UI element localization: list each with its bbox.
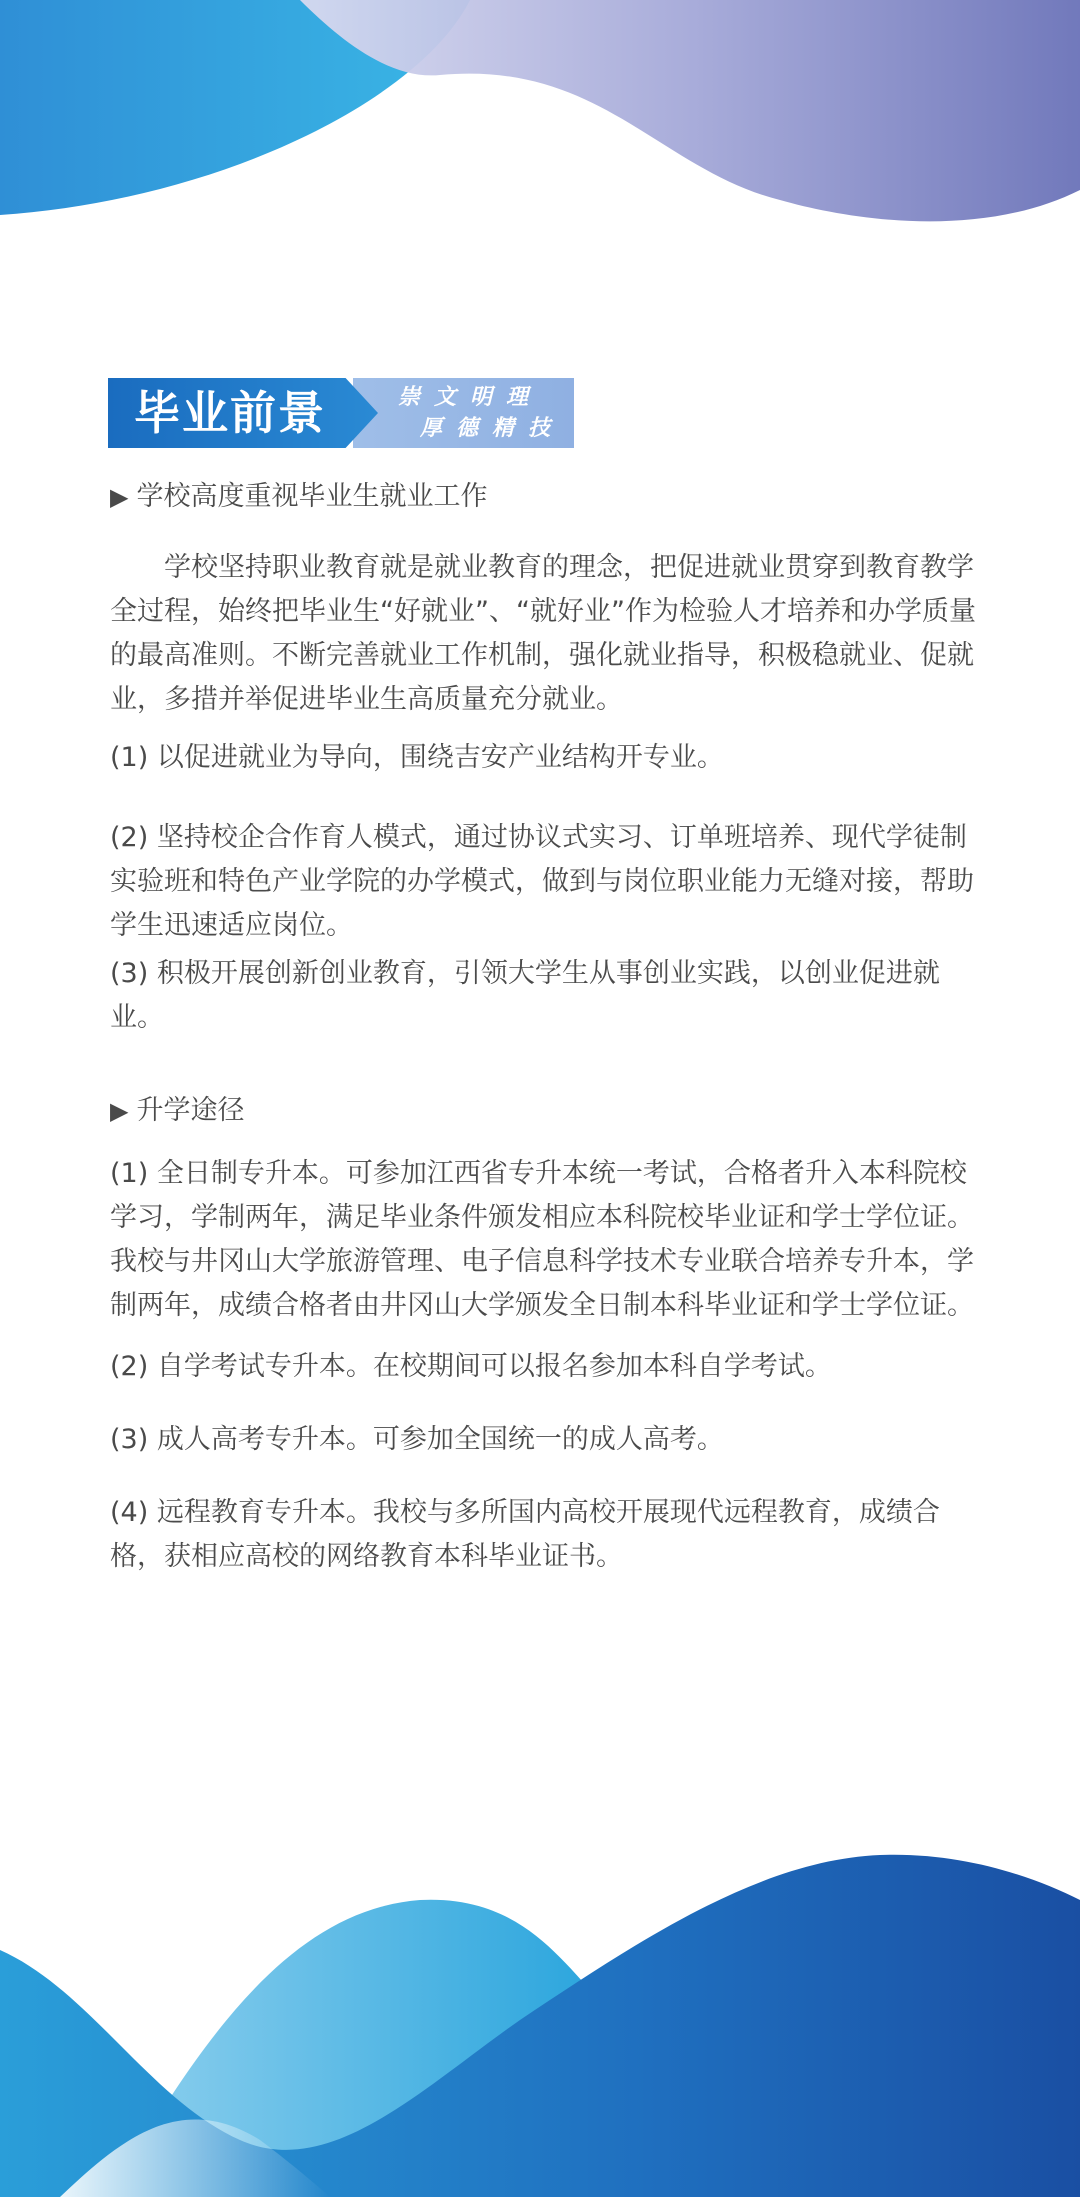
employment-heading — [110, 477, 976, 517]
further-study-heading-text: 升学途径 — [136, 1095, 245, 1126]
employment-item-3 — [110, 952, 976, 1040]
employment-section — [110, 477, 976, 517]
list-item: (1) 全日制专升本。可参加江西省专升本统一考试，合格者升入本科院校学习，学制两年，满足毕业条件颁发相应本科院校毕业证和学士学位证。我校与井冈山大学旅游管理、电子信息科学技术专业联合培养专升本，学制两年，成绩合格者由井冈山大学颁发全日制本科毕业证和学士学位证。 — [110, 1158, 974, 1321]
section-title-banner — [108, 378, 574, 448]
list-item: (1) 以促进就业为导向，围绕吉安产业结构开专业。 — [110, 742, 724, 773]
further-study-item-3 — [110, 1418, 976, 1462]
motto-line-2: 厚德精技 — [420, 415, 565, 441]
employment-intro — [110, 546, 976, 722]
school-motto — [398, 382, 568, 444]
employment-heading-text: 学校高度重视毕业生就业工作 — [136, 481, 488, 512]
list-item: (3) 积极开展创新创业教育，引领大学生从事创业实践，以创业促进就业。 — [110, 958, 940, 1033]
play-triangle-icon: ▶ — [110, 483, 129, 511]
list-item: (4) 远程教育专升本。我校与多所国内高校开展现代远程教育，成绩合格，获相应高校的网络教育本科毕业证书。 — [110, 1497, 940, 1572]
page-title: 毕业前景 — [134, 386, 326, 440]
bottom-wave-decoration — [0, 1840, 1080, 2197]
list-item: (3) 成人高考专升本。可参加全国统一的成人高考。 — [110, 1424, 724, 1455]
list-item: (2) 坚持校企合作育人模式，通过协议式实习、订单班培养、现代学徒制实验班和特色产业学院的办学模式，做到与岗位职业能力无缝对接，帮助学生迅速适应岗位。 — [110, 822, 974, 941]
employment-intro-text: 学校坚持职业教育就是就业教育的理念，把促进就业贯穿到教育教学全过程，始终把毕业生“好就业”、“就好业”作为检验人才培养和办学质量的最高准则。不断完善就业工作机制，强化就业指导，积极稳就业、促就业，多措并举促进毕业生高质量充分就业。 — [110, 552, 976, 715]
play-triangle-icon: ▶ — [110, 1097, 129, 1125]
further-study-heading — [110, 1091, 976, 1131]
motto-line-1: 崇文明理 — [398, 384, 543, 410]
further-study-item-2 — [110, 1345, 976, 1389]
list-item: (2) 自学考试专升本。在校期间可以报名参加本科自学考试。 — [110, 1351, 832, 1382]
further-study-item-4 — [110, 1491, 976, 1579]
top-wave-decoration — [0, 0, 1080, 230]
employment-item-1 — [110, 736, 976, 780]
employment-item-2 — [110, 816, 976, 948]
further-study-section — [110, 1091, 976, 1131]
further-study-item-1 — [110, 1152, 976, 1328]
